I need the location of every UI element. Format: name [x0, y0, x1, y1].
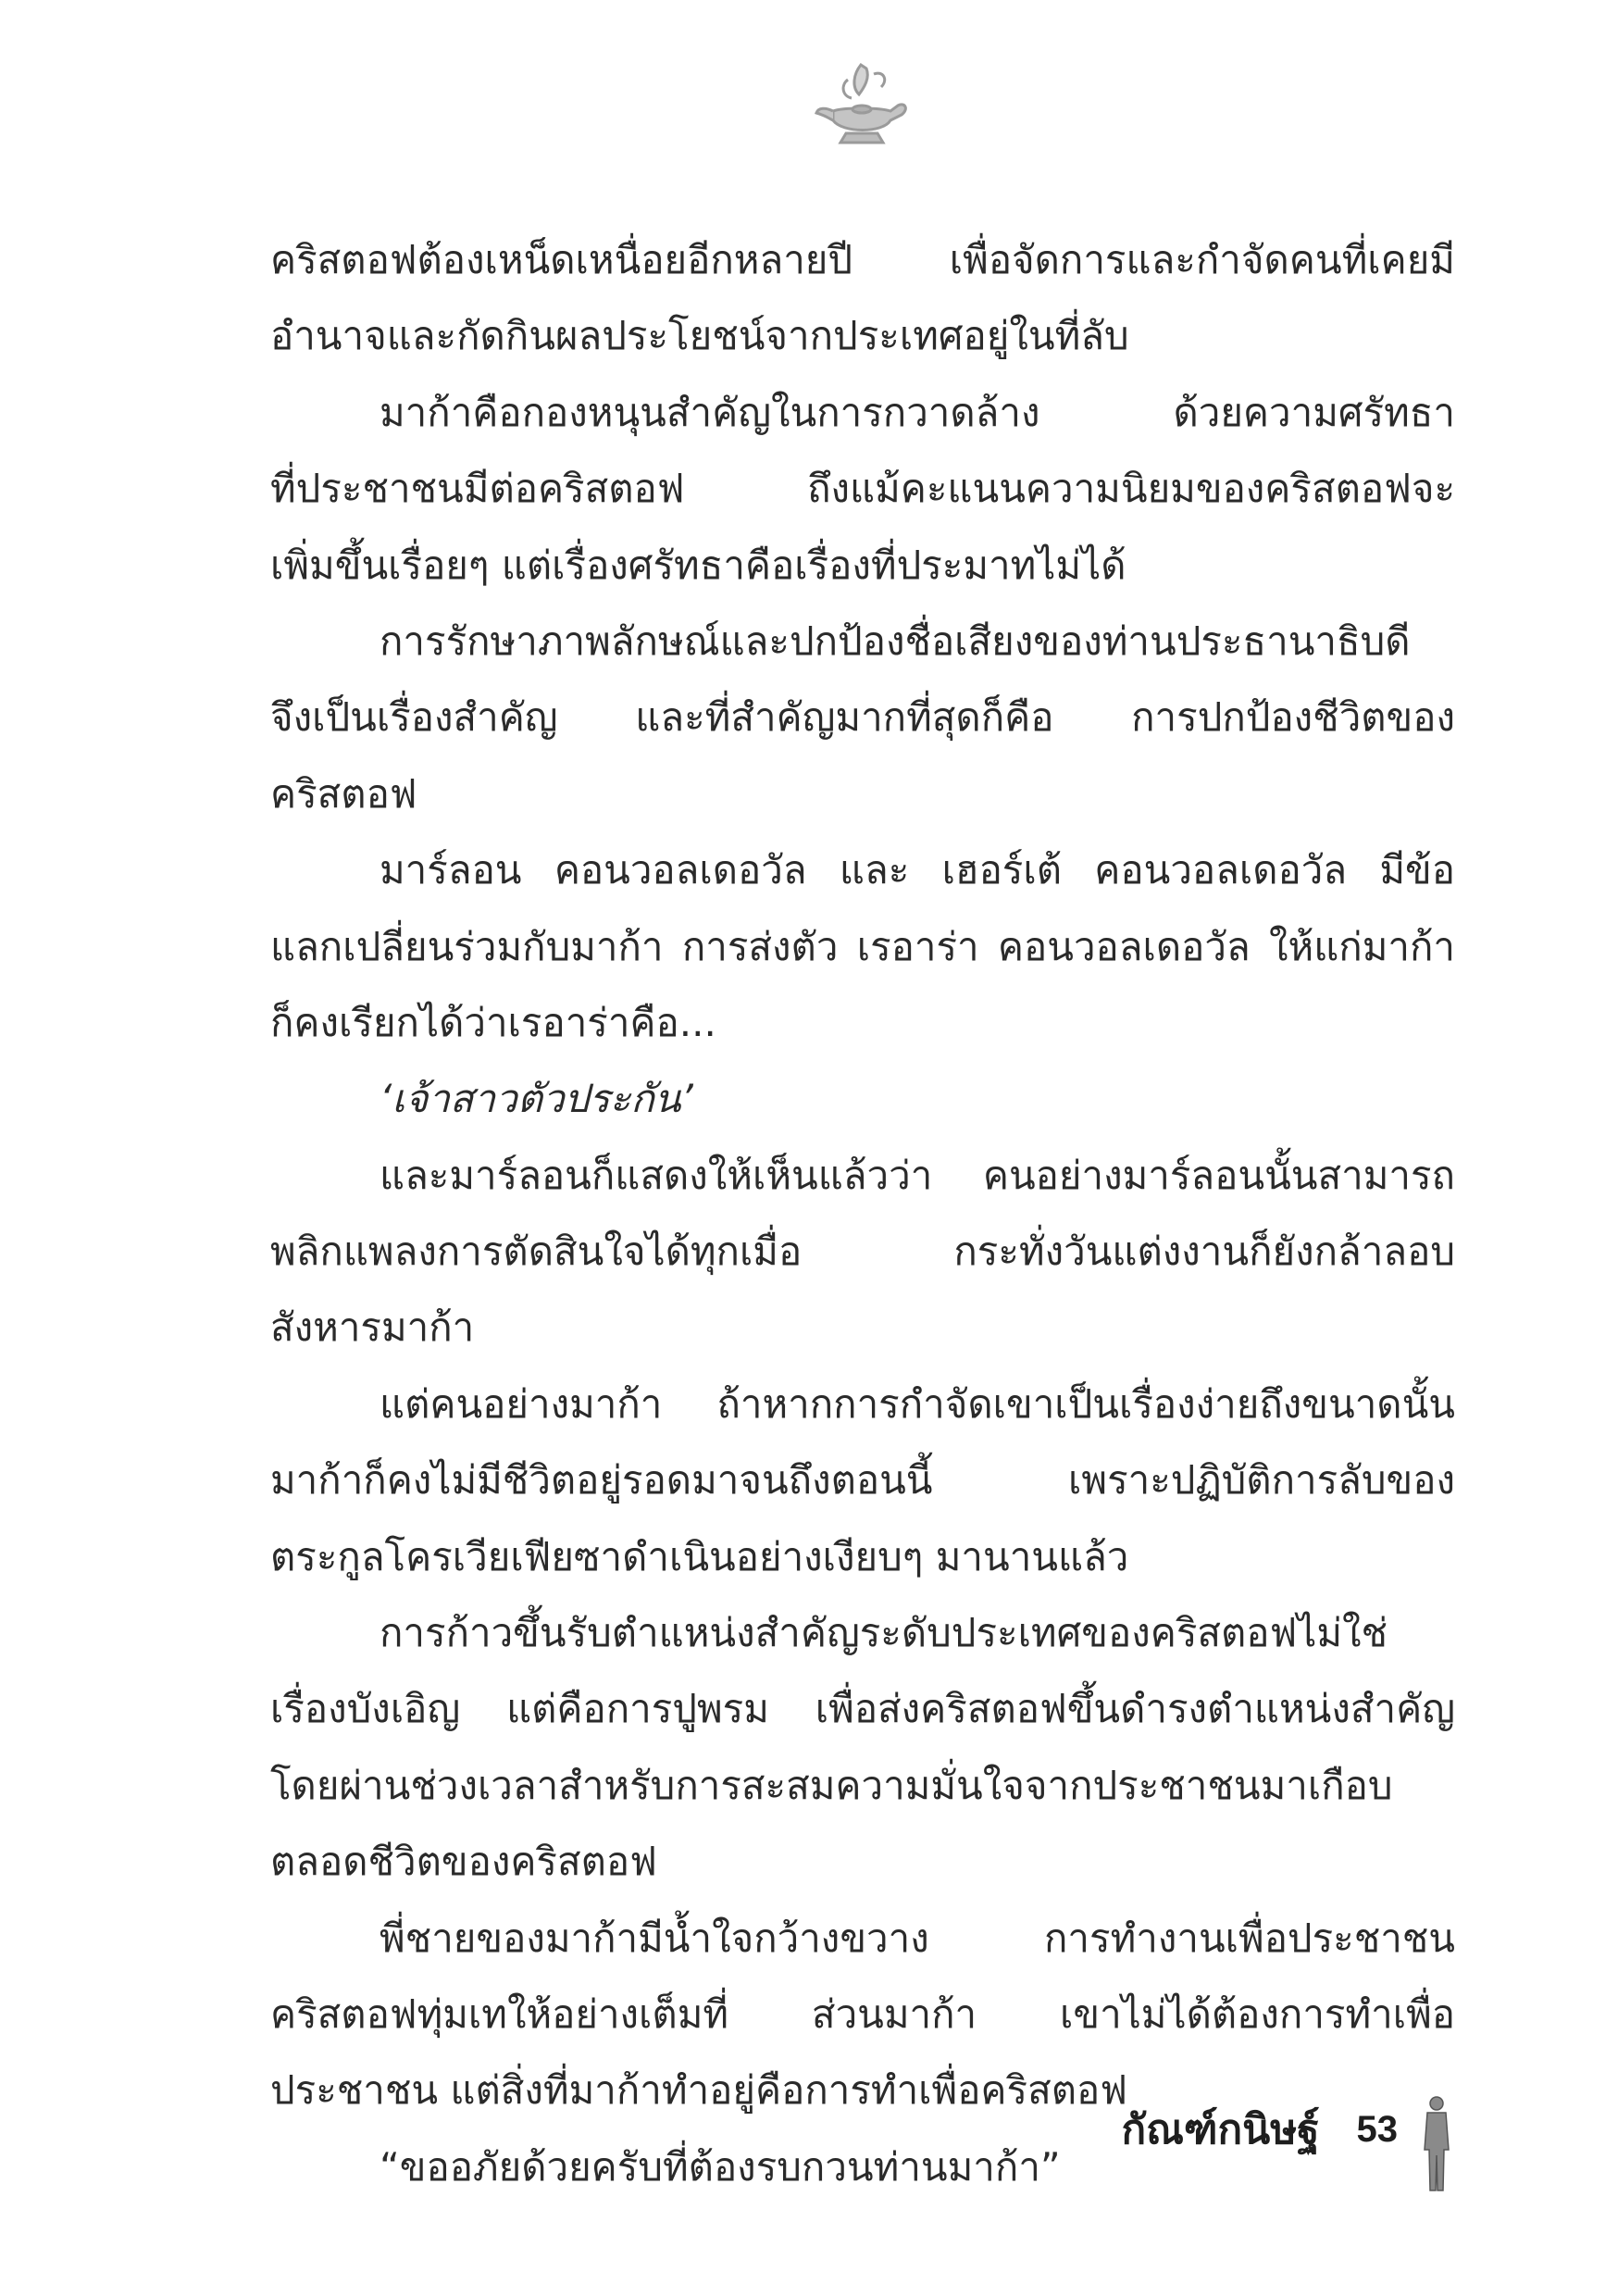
book-title: กัณฑ์กนิษฐ์	[1121, 2107, 1320, 2152]
text-line: ‘เจ้าสาวตัวประกัน’	[380, 1076, 693, 1122]
page-number: 53	[1356, 2108, 1398, 2150]
text-line: การก้าวขึ้นรับตำแหน่งสำคัญระดับประเทศของคริสตอฟไม่ใช่	[380, 1610, 1388, 1656]
text-line: ประชาชน แต่สิ่งที่มาก้าทำอยู่คือการทำเพื่อคริสตอฟ	[270, 2067, 1127, 2114]
text-line: ที่ประชาชนมีต่อคริสตอฟ ถึงแม้คะแนนความนิยมของคริสตอฟจะ	[270, 466, 1455, 512]
text-line: การรักษาภาพลักษณ์และปกป้องชื่อเสียงของท่านประธานาธิบดี	[380, 618, 1411, 664]
text-line: สังหารมาก้า	[270, 1304, 475, 1351]
standing-man-icon	[1418, 2094, 1455, 2196]
text-line: มาก้าก็คงไม่มีชีวิตอยู่รอดมาจนถึงตอนนี้ เพราะปฏิบัติการลับของ	[270, 1457, 1455, 1504]
body-text	[270, 222, 1455, 2205]
text-line: “ขออภัยด้วยครับที่ต้องรบกวนท่านมาก้า”	[380, 2143, 1061, 2190]
text-line: ตระกูลโครเวียเฟียซาดำเนินอย่างเงียบๆ มานานแล้ว	[270, 1533, 1129, 1579]
text-line: แลกเปลี่ยนร่วมกับมาก้า การส่งตัว เรอาร่า คอนวอลเดอวัล ให้แก่มาก้า	[270, 923, 1455, 969]
text-line: โดยผ่านช่วงเวลาสำหรับการสะสมความมั่นใจจากประชาชนมาเกือบ	[270, 1762, 1393, 1808]
text-line: พลิกแพลงการตัดสินใจได้ทุกเมื่อ กระทั่งวันแต่งงานก็ยังกล้าลอบ	[270, 1229, 1455, 1275]
text-line: ก็คงเรียกได้ว่าเรอาร่าคือ...	[270, 999, 716, 1045]
text-line: มาก้าคือกองหนุนสำคัญในการกวาดล้าง ด้วยความศรัทธา	[380, 389, 1455, 435]
text-line: เพิ่มขึ้นเรื่อยๆ แต่เรื่องศรัทธาคือเรื่องที่ประมาทไม่ได้	[270, 542, 1126, 588]
text-line: ตลอดชีวิตของคริสตอฟ	[270, 1839, 657, 1885]
text-line: อำนาจและกัดกินผลประโยชน์จากประเทศอยู่ในที่ลับ	[270, 313, 1129, 359]
text-line: พี่ชายของมาก้ามีน้ำใจกว้างขวาง การทำงานเพื่อประชาชน	[380, 1915, 1455, 1961]
text-line: แต่คนอย่างมาก้า ถ้าหากการกำจัดเขาเป็นเรื่องง่ายถึงขนาดนั้น	[380, 1380, 1455, 1427]
page-footer	[1122, 2097, 1398, 2162]
text-line: คริสตอฟ	[270, 770, 417, 817]
text-line: มาร์ลอน คอนวอลเดอวัล และ เฮอร์เต้ คอนวอลเดอวัล มีข้อ	[380, 847, 1455, 893]
text-line: คริสตอฟทุ่มเทให้อย่างเต็มที่ ส่วนมาก้า เขาไม่ได้ต้องการทำเพื่อ	[270, 1990, 1455, 2037]
text-line: และมาร์ลอนก็แสดงให้เห็นแล้วว่า คนอย่างมาร์ลอนนั้นสามารถ	[380, 1152, 1455, 1198]
genie-lamp-icon	[805, 54, 916, 156]
text-line: จึงเป็นเรื่องสำคัญ และที่สำคัญมากที่สุดก็คือ การปกป้องชีวิตของ	[270, 694, 1455, 741]
text-line: เรื่องบังเอิญ แต่คือการปูพรม เพื่อส่งคริสตอฟขึ้นดำรงตำแหน่งสำคัญ	[270, 1686, 1455, 1732]
text-line: คริสตอฟต้องเหน็ดเหนื่อยอีกหลายปี เพื่อจัดการและกำจัดคนที่เคยมี	[270, 237, 1455, 282]
